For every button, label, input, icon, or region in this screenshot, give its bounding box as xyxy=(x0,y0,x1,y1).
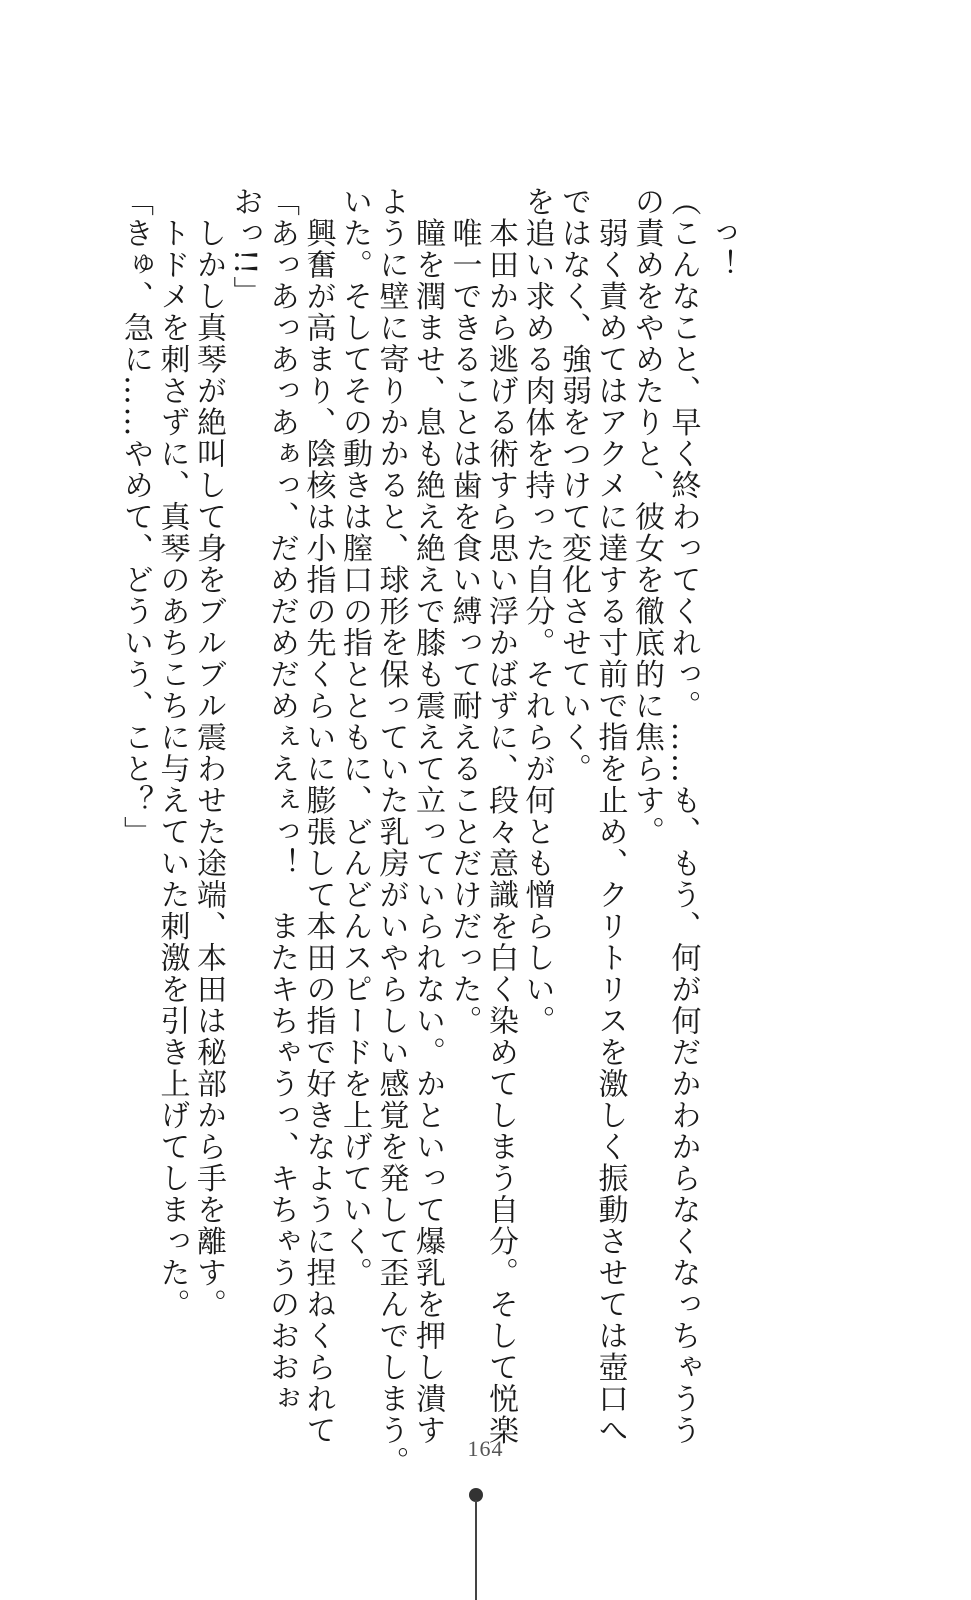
text-line: 瞳を潤ませ、息も絶え絶えで膝も震えて立っていられない。かといって爆乳を押し潰す xyxy=(410,186,445,1446)
text-line: おっ!!」 xyxy=(227,186,263,308)
text-line: ではなく、強弱をつけて変化させていく。 xyxy=(556,186,591,785)
text-line: っ！ xyxy=(702,186,737,281)
text-line: ように壁に寄りかかると、球形を保っていた乳房がいやらしい感覚を発して歪んでしまう。 xyxy=(373,186,409,1478)
text-line: 「あっあっあっあぁっ、だめだめだめぇえぇっ！ またキちゃうっ、キちゃうのおおぉ xyxy=(264,186,299,1415)
text-line: トドメを刺さずに、真琴のあちこちに与えていた刺激を引き上げてしまった。 xyxy=(154,186,190,1320)
text-line: 本田から逃げる術すら思い浮かばずに、段々意識を白く染めてしまう自分。そして悦楽 xyxy=(483,186,518,1446)
text-line: を追い求める肉体を持った自分。それらが何とも憎らしい。 xyxy=(519,186,555,1037)
text-line: しかし真琴が絶叫して身をブルブル震わせた途端、本田は秘部から手を離す。 xyxy=(191,186,226,1320)
text-line: 唯一できることは歯を食い縛って耐えることだけだった。 xyxy=(446,186,482,1037)
text-line: 弱く責めてはアクメに達する寸前で指を止め、クリトリスを激しく振動させては壺口へ xyxy=(592,186,628,1446)
text-line: の責めをやめたりと、彼女を徹底的に焦らす。 xyxy=(629,186,664,848)
text-line: 「きゅ、急に……やめて、どういう、こと？」 xyxy=(118,186,153,848)
page-number: 164 xyxy=(467,1436,504,1461)
page-marker-line xyxy=(475,1500,477,1600)
text-line: 興奮が高まり、陰核は小指の先くらいに膨張して本田の指で好きなように捏ねくられて xyxy=(300,186,336,1446)
text-line: いた。そしてその動きは膣口の指とともに、どんどんスピードを上げていく。 xyxy=(337,186,372,1289)
text-line: （こんなこと、早く終わってくれっ。……も、もう、何が何だかわからなくなっちゃうう xyxy=(665,186,701,1446)
